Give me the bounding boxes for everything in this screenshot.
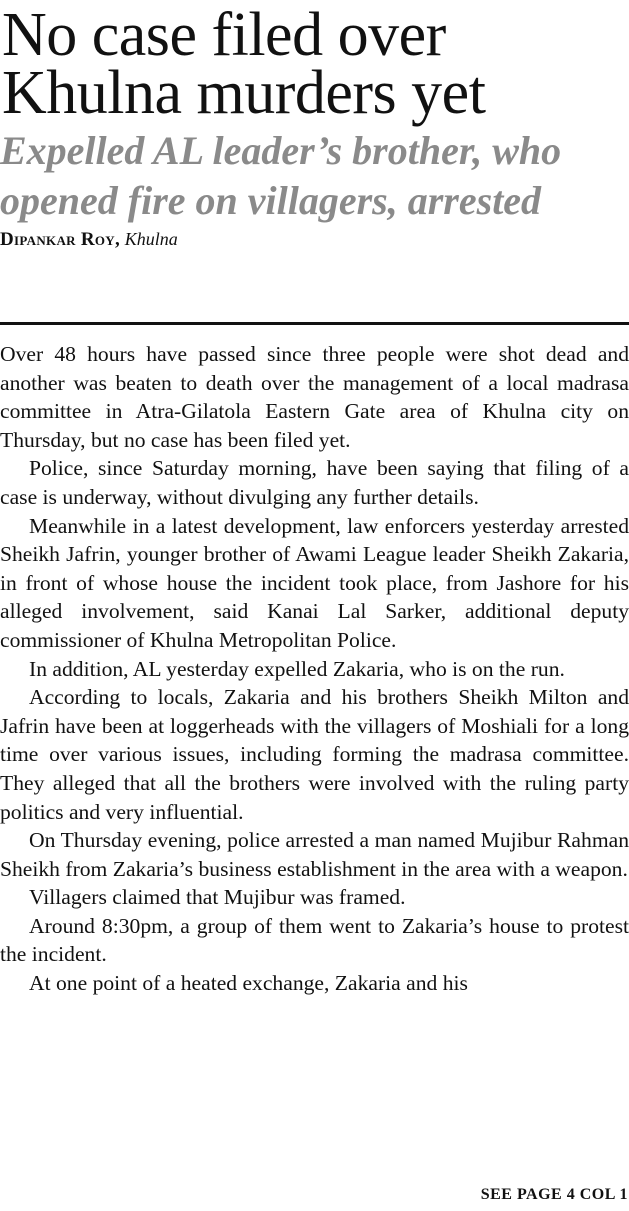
subheadline-line-2: opened fire on villagers, arrested xyxy=(0,178,542,223)
body-paragraph-9: At one point of a heated exchange, Zakaria and his xyxy=(29,971,468,996)
body-paragraph-4: In addition, AL yesterday expelled Zakaria, who is on the run. xyxy=(29,656,565,681)
headline-line-2: Khulna murders yet xyxy=(2,59,486,127)
body-paragraph-8: Around 8:30pm, a group of them went to Zakaria’s house to protest the incident. xyxy=(0,913,629,967)
byline-author: Dipankar Roy, xyxy=(0,229,121,250)
headline xyxy=(0,0,629,127)
byline-location: Khulna xyxy=(124,229,178,249)
divider-rule xyxy=(0,322,629,325)
byline xyxy=(0,228,629,251)
body-paragraph-1: Over 48 hours have passed since three people were shot dead and another was beaten to death over the management of a local madrasa committee in Atra-Gilatola Eastern Gate area of Khulna city on Thursday, but no case has been filed yet. xyxy=(0,342,629,452)
article-body xyxy=(0,340,629,998)
continuation-jump-line: SEE PAGE 4 COL 1 xyxy=(480,1186,628,1203)
subheadline xyxy=(0,126,629,226)
headline-line-1: No case filed over xyxy=(2,1,446,69)
body-paragraph-6: On Thursday evening, police arrested a man named Mujibur Rahman Sheikh from Zakaria’s business establishment in the area with a weapon. xyxy=(0,828,629,881)
body-paragraph-7: Villagers claimed that Mujibur was framed. xyxy=(29,885,406,910)
body-paragraph-2: Police, since Saturday morning, have been saying that filing of a case is underway, without divulging any further details. xyxy=(0,456,629,509)
subheadline-line-1: Expelled AL leader’s brother, who xyxy=(0,128,562,173)
body-paragraph-5: According to locals, Zakaria and his brothers Sheikh Milton and Jafrin have been at loggerheads with the villagers of Moshiali for a long time over various issues, including forming the madrasa committee. They alleged that all the brothers were involved with the ruling party politics and very influential. xyxy=(0,685,629,824)
body-paragraph-3: Meanwhile in a latest development, law enforcers yesterday arrested Sheikh Jafrin, younger brother of Awami League leader Sheikh Zakaria, in front of whose house the incident took place, from Jashore for his alleged involvement, said Kanai Lal Sarker, additional deputy commissioner of Khulna Metropolitan Police. xyxy=(0,513,629,652)
